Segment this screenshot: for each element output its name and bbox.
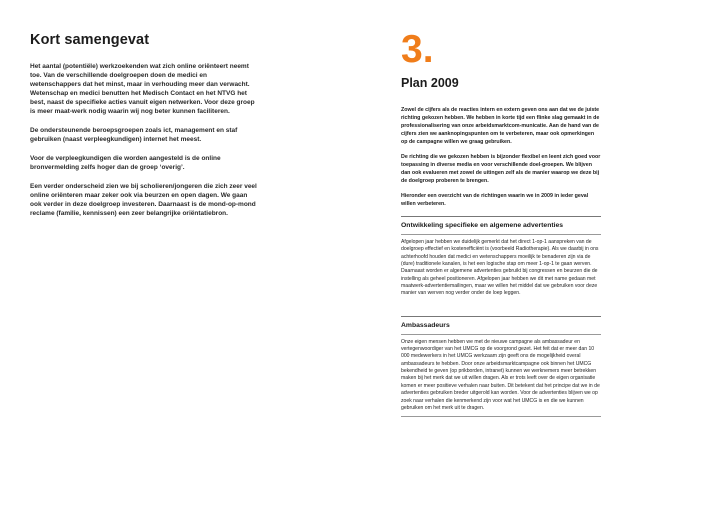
plan-column [401, 30, 601, 417]
summary-title: Kort samengevat [30, 32, 150, 48]
chapter-number: 3. [401, 28, 434, 71]
section-body: Onze eigen mensen hebben we met de nieuwe campagne als ambassadeur en vertegenwoordiger van het UMCG op de voorgrond gezet. Het feit dat er meer dan 10 000 medewerkers in het UMCG werkzaam zijn geeft ons de mogelijkheid overal ambassadeurs te hebben. Door onze arbeidsmarktcampagne ook binnen het UMCG bekendheid te geven (op prikborden, intranet) kunnen we werknemers meer betrekken maken bij het merk dat we uit willen dragen. Als er trots leeft over de eigen organisatie komen er meer positieve verhalen naar buiten. Dit betekent dat het principe dat we in de advertenties gebruiken breder uitgerold kan worden. Voor de advertenties blijven we op zoek naar verhalen die kenmerkend zijn voor wat het UMCG is en die we kunnen gebruiken om het merk uit te dragen. [401, 338, 600, 411]
intro-paragraph: Hieronder een overzicht van de richtingen waarin we in 2009 in ieder geval willen verbeteren. [401, 193, 589, 207]
intro-paragraph: Zowel de cijfers als de reacties intern en extern geven ons aan dat we de juiste richting gekozen hebben. We hebben in korte tijd een flinke slag gemaakt in de professionalisering van onze arbeidsmarktcom-municatie. Aan de hand van de cijfers zien we aanknopingspunten om te verbeteren, maar ook opmerkingen op de campagne willen we graag gebruiken. [401, 107, 600, 145]
section-body-wrap [401, 334, 601, 412]
chapter-title: Plan 2009 [401, 76, 459, 90]
summary-paragraph: Het aantal (potentiële) werkzoekenden wat zich online oriënteert neemt toe. Van de verschillende doelgroepen doen de medici en wetenschappers dat het minst, maar in verhouding meer dan verwacht. Wetenschap en medici benutten het Medisch Contact en het NTVG het best, naast de specifieke acties vanuit eigen netwerken. Voor deze groep is meer maat-werk nodig waarin wij nog beter kunnen faciliteren. [30, 63, 255, 115]
summary-paragraph: De ondersteunende beroepsgroepen zoals ict, management en staf gebruiken (naast verpleegkundigen) internet het meest. [30, 127, 238, 143]
section-divider [401, 416, 601, 417]
section-heading: Ambassadeurs [401, 321, 450, 329]
section-heading: Ontwikkeling specifieke en algemene advertenties [401, 222, 564, 229]
section-advertenties [401, 216, 601, 298]
intro-paragraph: De richting die we gekozen hebben is bijzonder flexibel en leent zich goed voor toepassing in diverse media en voor verschillende doel-groepen. We blijven dan ook evalueren met zowel de uitingen zelf als de manier waarop we deze bij de doelgroep proberen te brengen. [401, 154, 601, 184]
plan-intro [401, 106, 601, 208]
section-ambassadeurs [401, 316, 601, 417]
section-body-wrap [401, 234, 601, 298]
summary-paragraph: Voor de verpleegkundigen die worden aangesteld is de online bronvermelding zelfs hoger dan de groep ‘overig’. [30, 155, 221, 171]
summary-column [30, 32, 258, 228]
summary-paragraph: Een verder onderscheid zien we bij scholieren/jongeren die zich zeer veel online oriënteren maar zeker ook via beurzen en open dagen. We gaan ook verder in deze doelgroep investeren. Daarnaast is de mond-op-mond reclame (familie, kennissen) een zeer belangrijke oriëntatiebron. [30, 183, 257, 217]
section-body: Afgelopen jaar hebben we duidelijk gemerkt dat het direct 1-op-1 aanspreken van de doelgroep effectief en kostenefficiënt is (voorbeeld Radiotherapie). Als we daarbij in ons achterhoofd houden dat medici en wetenschappers moeilijk te benaderen zijn via de (dure) traditionele kanalen, is het een logische stap om meer 1-op-1 te gaan werven. Daarnaast worden er algemene advertenties gebruikt bij congressen en beurzen die de instelling als geheel positioneren. Afgelopen jaar hebben we dit met name gedaan met maatwerk-advertentiemailingen, maar we willen het middel dat we gebruiken voor deze manier van werven nog verder onder de loep leggen. [401, 239, 599, 297]
